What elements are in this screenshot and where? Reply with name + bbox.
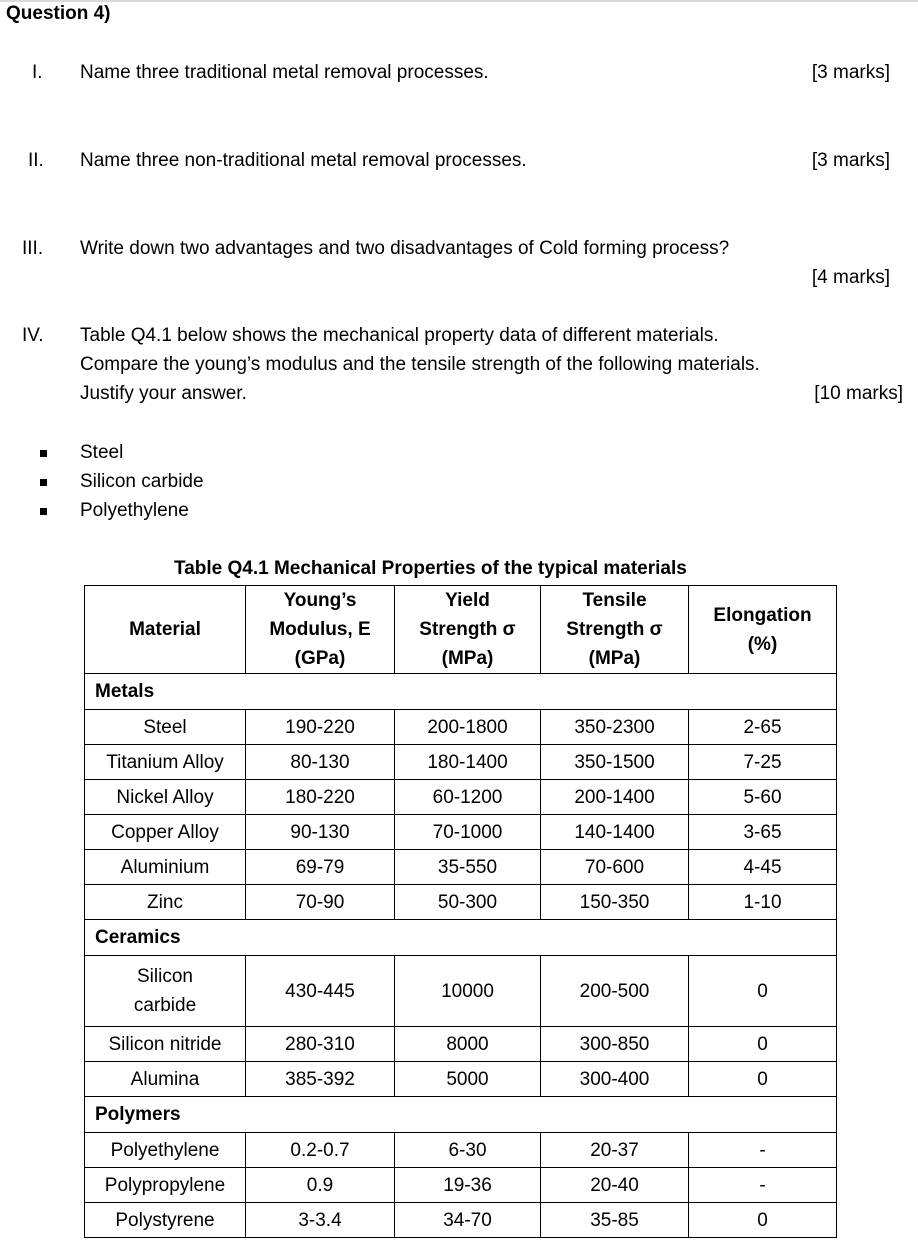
table-row: Nickel Alloy 180-220 60-1200 200-1400 5-60: [85, 780, 837, 815]
mechanical-properties-table: [84, 585, 837, 1238]
table-caption: Table Q4.1 Mechanical Properties of the typical materials: [174, 558, 687, 579]
bullet-square-icon: [40, 479, 47, 486]
bullet-item: Silicon carbide: [80, 471, 204, 492]
page-top-border: [0, 0, 918, 2]
part-3-text: Write down two advantages and two disadvantages of Cold forming process?: [80, 238, 730, 259]
table-header-row: [85, 586, 837, 674]
header-elongation: Elongation (%): [689, 586, 837, 674]
bullet-square-icon: [40, 450, 47, 457]
header-yield-strength: Yield Strength σ (MPa): [395, 586, 541, 674]
table-row: Aluminium 69-79 35-550 70-600 4-45: [85, 850, 837, 885]
part-1-text: Name three traditional metal removal processes.: [80, 62, 489, 83]
table-row: Silicon nitride 280-310 8000 300-850 0: [85, 1027, 837, 1062]
part-3-marks: [4 marks]: [811, 267, 890, 288]
table-row: Alumina 385-392 5000 300-400 0: [85, 1062, 837, 1097]
group-row-polymers: Polymers: [85, 1097, 837, 1133]
table-row: Zinc 70-90 50-300 150-350 1-10: [85, 885, 837, 920]
table-row: Polystyrene 3-3.4 34-70 35-85 0: [85, 1203, 837, 1238]
table-row: Titanium Alloy 80-130 180-1400 350-1500 7-25: [85, 745, 837, 780]
group-row-metals: Metals: [85, 674, 837, 710]
part-4-line-1: Table Q4.1 below shows the mechanical property data of different materials.: [80, 325, 719, 346]
part-2-numeral: II.: [28, 150, 44, 171]
part-2-marks: [3 marks]: [811, 150, 890, 171]
part-2-text: Name three non-traditional metal removal processes.: [80, 150, 527, 171]
part-1-numeral: I.: [32, 62, 43, 83]
table-row: Polypropylene 0.9 19-36 20-40 -: [85, 1168, 837, 1203]
bullet-square-icon: [40, 508, 47, 515]
part-4-numeral: IV.: [22, 325, 44, 346]
table-row: Silicon carbide 430-445 10000 200-500 0: [85, 956, 837, 1027]
part-1-marks: [3 marks]: [811, 62, 890, 83]
question-title: Question 4): [6, 3, 111, 24]
table-row: Steel 190-220 200-1800 350-2300 2-65: [85, 710, 837, 745]
header-youngs-modulus: Young’s Modulus, E (GPa): [246, 586, 395, 674]
table-row: Polyethylene 0.2-0.7 6-30 20-37 -: [85, 1133, 837, 1168]
part-4-line-3: Justify your answer.: [80, 383, 247, 404]
header-material: Material: [85, 586, 246, 674]
part-3-numeral: III.: [22, 238, 44, 259]
bullet-item: Polyethylene: [80, 500, 189, 521]
part-4-marks: [10 marks]: [814, 383, 903, 404]
group-row-ceramics: Ceramics: [85, 920, 837, 956]
part-4-line-2: Compare the young’s modulus and the tensile strength of the following materials.: [80, 354, 760, 375]
bullet-item: Steel: [80, 442, 124, 463]
table-row: Copper Alloy 90-130 70-1000 140-1400 3-65: [85, 815, 837, 850]
header-tensile-strength: Tensile Strength σ (MPa): [541, 586, 689, 674]
